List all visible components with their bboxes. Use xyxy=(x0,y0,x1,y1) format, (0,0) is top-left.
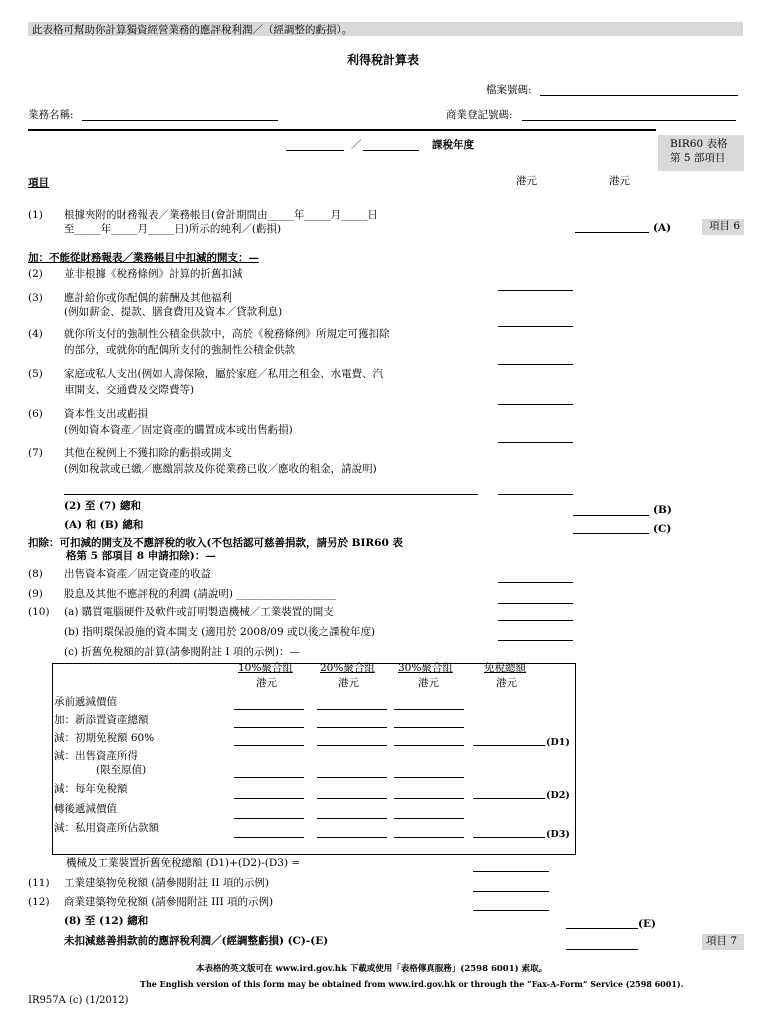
file-no-field[interactable] xyxy=(540,95,738,96)
item10b-text: (b) 指明環保設施的資本開支 (適用於 2008/09 或以後之課稅年度) xyxy=(64,626,376,638)
item10c-text: (c) 折舊免稅額的計算(請參閱附註 I 項的示例)：— xyxy=(64,646,300,658)
info-banner xyxy=(28,22,743,36)
item9-amount-field[interactable] xyxy=(498,603,573,604)
dep-hkd-30: 港元 xyxy=(418,677,439,689)
item10b-amount-field[interactable] xyxy=(498,640,573,641)
item10a-text: (a) 購買電腦硬件及軟件或訂明製造機械／工業裝置的開支 xyxy=(64,606,334,618)
dep-private-20-field[interactable] xyxy=(317,837,387,838)
item7-ref: 項目 7 xyxy=(706,935,738,947)
machinery-total-field[interactable] xyxy=(473,871,549,872)
final-amount-field[interactable] xyxy=(566,949,638,950)
item3-amount-field[interactable] xyxy=(498,326,573,327)
item1-line2: 至_____年_____月_____日)所示的純利／(虧損) xyxy=(64,223,282,235)
marker-b: (B) xyxy=(653,504,672,516)
banner-text: 此表格可幫助你計算獨資經營業務的應評稅利潤／（經調整的虧損）。 xyxy=(32,24,353,36)
business-name-label: 業務名稱: xyxy=(28,109,74,121)
item6-line1: 資本性支出或虧損 xyxy=(64,408,148,420)
item4-line2: 的部分，或就你的配偶所支付的強制性公積金供款 xyxy=(64,344,295,356)
item7-description-field[interactable] xyxy=(64,494,478,495)
file-no-label: 檔案號碼: xyxy=(486,84,532,96)
item7-number: (7) xyxy=(28,447,43,459)
dep-disposal-30-field[interactable] xyxy=(394,777,464,778)
marker-d1: (D1) xyxy=(546,737,570,748)
dep-closing-30-field[interactable] xyxy=(394,818,464,819)
item4-number: (4) xyxy=(28,328,43,340)
dep-header-30: 30%聚合組 xyxy=(398,662,453,674)
bir60-ref-line1: BIR60 表格 xyxy=(670,138,728,150)
dep-annual-10-field[interactable] xyxy=(234,798,304,799)
item8-amount-field[interactable] xyxy=(498,582,573,583)
dep-opening-20-field[interactable] xyxy=(317,709,387,710)
form-code: IR957A (c) (1/2012) xyxy=(28,995,129,1006)
dep-additions-10-field[interactable] xyxy=(234,727,304,728)
dep-d2-field[interactable] xyxy=(473,798,545,799)
year-label: 課稅年度 xyxy=(432,139,474,151)
item8-number: (8) xyxy=(28,568,43,580)
sum-2-7-label: (2) 至 (7) 總和 xyxy=(64,500,141,512)
dep-private-10-field[interactable] xyxy=(234,837,304,838)
item7-amount-field[interactable] xyxy=(498,494,573,495)
bir60-ref-line2: 第 5 部項目 xyxy=(670,152,726,164)
hkd-col2-header: 港元 xyxy=(609,175,630,187)
item5-number: (5) xyxy=(28,368,43,380)
dep-header-10: 10%聚合組 xyxy=(238,662,293,674)
year-slash: ／ xyxy=(351,139,362,151)
item11-text: 工業建築物免稅額 (請參閱附註 II 項的示例) xyxy=(64,877,270,889)
item2-number: (2) xyxy=(28,268,43,280)
item2-amount-field[interactable] xyxy=(498,290,573,291)
bir60-ref-box xyxy=(658,135,744,171)
item7-line2: (例如稅款或已繳／應繳罰款及你從業務已收／應收的租金，請說明) xyxy=(64,463,377,475)
year-from-field[interactable] xyxy=(286,150,344,151)
total-e-field[interactable] xyxy=(566,928,638,929)
item5-line2: 車開支、交通費及交際費等) xyxy=(64,384,195,396)
item10-number: (10) xyxy=(28,606,50,618)
item9-number: (9) xyxy=(28,588,43,600)
item12-text: 商業建築物免稅額 (請參閱附註 III 項的示例) xyxy=(64,896,274,908)
item3-number: (3) xyxy=(28,292,43,304)
dep-d3-field[interactable] xyxy=(473,837,545,838)
dep-hkd-20: 港元 xyxy=(338,677,359,689)
dep-closing-10-field[interactable] xyxy=(234,818,304,819)
dep-initial-30-field[interactable] xyxy=(394,745,464,746)
deduct-heading-line2: 格第 5 部項目 8 申請扣除)：— xyxy=(66,550,216,562)
business-name-field[interactable] xyxy=(82,120,278,121)
item11-amount-field[interactable] xyxy=(473,891,549,892)
dep-row-annual: 減：每年免稅額 xyxy=(54,783,128,795)
item1-amount-field[interactable] xyxy=(575,232,649,233)
dep-initial-20-field[interactable] xyxy=(317,745,387,746)
item6-line2: (例如資本資產／固定資產的購置成本或出售虧損) xyxy=(64,424,293,436)
dep-annual-30-field[interactable] xyxy=(394,798,464,799)
dep-row-disposal-note: (限至原值) xyxy=(96,764,147,776)
item3-line1: 應計給你或你配偶的薪酬及其他福利 xyxy=(64,292,232,304)
dep-row-closing: 轉後遞減價值 xyxy=(54,803,117,815)
item1-line1: 根據夾附的財務報表／業務帳目(會計期間由_____年_____月_____日 xyxy=(64,209,378,221)
item11-number: (11) xyxy=(28,877,50,889)
marker-e: (E) xyxy=(638,918,656,930)
item1-number: (1) xyxy=(28,209,43,221)
br-no-label: 商業登記號碼: xyxy=(446,109,513,121)
add-heading xyxy=(28,252,259,265)
dep-closing-20-field[interactable] xyxy=(317,818,387,819)
total-b-field[interactable] xyxy=(573,515,649,516)
dep-d1-field[interactable] xyxy=(473,745,545,746)
footer-english: The English version of this form may be obtained from www.ird.gov.hk or through the “Fax-A-Form” Service (2598 6001). xyxy=(140,979,684,989)
dep-hkd-10: 港元 xyxy=(256,677,277,689)
dep-hkd-total: 港元 xyxy=(496,677,517,689)
item4-amount-field[interactable] xyxy=(498,364,573,365)
item6-ref: 項目 6 xyxy=(709,220,741,232)
dep-opening-30-field[interactable] xyxy=(394,709,464,710)
item12-amount-field[interactable] xyxy=(473,910,549,911)
sum-8-12-label: (8) 至 (12) 總和 xyxy=(64,915,149,927)
item6-amount-field[interactable] xyxy=(498,442,573,443)
item8-text: 出售資本資產／固定資產的收益 xyxy=(64,568,211,580)
footer-chinese: 本表格的英文版可在 www.ird.gov.hk 下載或使用「表格傳真服務」(2598 6001) 索取。 xyxy=(196,964,548,974)
hkd-col1-header: 港元 xyxy=(516,175,537,187)
item10a-amount-field[interactable] xyxy=(498,620,573,621)
sum-a-b-label: (A) 和 (B) 總和 xyxy=(64,519,144,531)
dep-header-total: 免稅總額 xyxy=(484,662,526,674)
final-label: 未扣減慈善捐款前的應評稅利潤／(經調整虧損) (C)-(E) xyxy=(64,935,329,947)
item12-number: (12) xyxy=(28,896,50,908)
total-c-field[interactable] xyxy=(573,533,649,534)
item9-text: 股息及其他不應評稅的利潤 (請說明) ___________________ xyxy=(64,588,337,600)
dep-row-opening: 承前遞減價值 xyxy=(54,696,117,708)
dep-row-initial: 減：初期免稅額 60% xyxy=(54,732,155,744)
item7-line1: 其他在稅例上不獲扣除的虧損或開支 xyxy=(64,447,232,459)
add-heading-text: 加：不能從財務報表／業務帳目中扣減的開支：— xyxy=(28,252,259,264)
machinery-total-label: 機械及工業裝置折舊免稅總額 (D1)+(D2)-(D3) = xyxy=(66,857,301,869)
br-no-field[interactable] xyxy=(522,120,736,121)
year-to-field[interactable] xyxy=(363,150,419,151)
dep-disposal-20-field[interactable] xyxy=(317,777,387,778)
dep-disposal-10-field[interactable] xyxy=(234,777,304,778)
item7-ref-box xyxy=(702,934,744,950)
header-divider xyxy=(28,129,656,131)
item6-ref-box xyxy=(702,219,744,235)
dep-opening-10-field[interactable] xyxy=(234,709,304,710)
dep-initial-10-field[interactable] xyxy=(234,745,304,746)
deduct-heading-line1: 扣除：可扣減的開支及不應評稅的收入(不包括認可慈善捐款，請另於 BIR60 表 xyxy=(28,537,403,549)
marker-d3: (D3) xyxy=(546,829,570,840)
item5-line1: 家庭或私人支出(例如人壽保險，屬於家庭／私用之租金、水電費、汽 xyxy=(64,368,384,380)
marker-a: (A) xyxy=(653,222,672,234)
dep-annual-20-field[interactable] xyxy=(317,798,387,799)
form-title: 利得稅計算表 xyxy=(347,53,420,67)
marker-c: (C) xyxy=(653,523,672,535)
marker-d2: (D2) xyxy=(546,790,570,801)
item3-line2: (例如薪金、提款、膳食費用及資本／貸款利息) xyxy=(64,306,283,318)
dep-additions-30-field[interactable] xyxy=(394,727,464,728)
dep-row-private: 減：私用資產所佔款額 xyxy=(54,822,159,834)
dep-row-disposal: 減：出售資產所得 xyxy=(54,750,138,762)
dep-private-30-field[interactable] xyxy=(394,837,464,838)
dep-row-additions: 加：新添置資產總額 xyxy=(54,714,149,726)
item5-amount-field[interactable] xyxy=(498,404,573,405)
dep-additions-20-field[interactable] xyxy=(317,727,387,728)
item4-line1: 就你所支付的強制性公積金供款中，高於《稅務條例》所規定可獲扣除 xyxy=(64,328,390,340)
dep-header-20: 20%聚合組 xyxy=(320,662,375,674)
item6-number: (6) xyxy=(28,408,43,420)
item2-text: 並非根據《稅務條例》計算的折舊扣減 xyxy=(64,268,243,280)
items-heading: 項目 xyxy=(28,177,49,189)
